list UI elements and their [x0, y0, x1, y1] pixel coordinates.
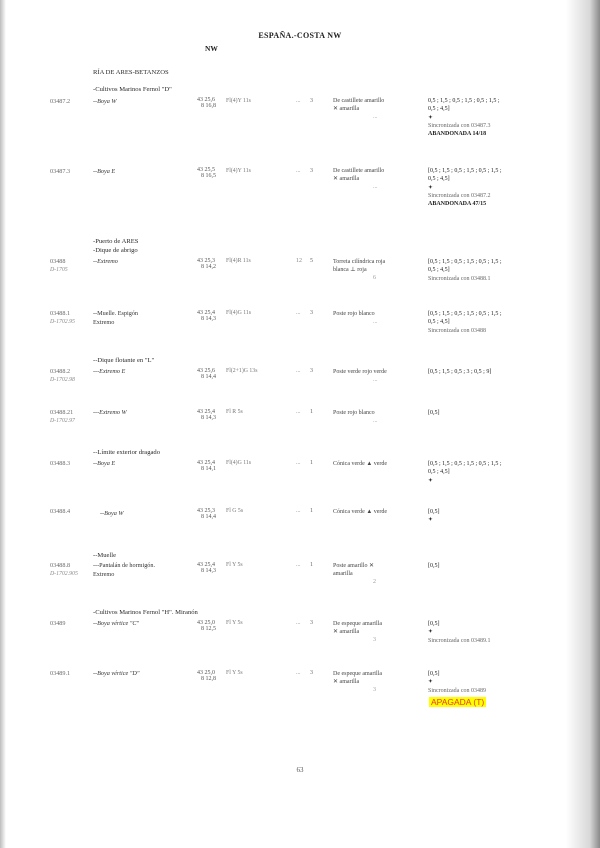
horn-icon: 🟅	[428, 477, 433, 484]
horn-icon: 🟅	[428, 679, 433, 686]
entry-characteristic: Fl G 5s	[226, 508, 244, 514]
entry-name: --Boya W	[93, 98, 117, 105]
entry-intl-number: D-1702.97	[50, 418, 75, 424]
entry-height: ...	[296, 310, 301, 316]
entry-range: 3	[310, 620, 313, 626]
entry-characteristic: Fl Y 5s	[226, 670, 243, 676]
horn-icon: 🟅	[428, 184, 433, 191]
entry-name: --Boya E	[93, 460, 116, 467]
entry-description: Poste rojo blanco ...	[333, 410, 378, 424]
entry-name-line2: Extremo	[93, 571, 115, 578]
entry-characteristic: Fl(4)Y 11s	[226, 168, 251, 174]
entry-name: ---Extremo W	[93, 409, 127, 416]
entry-remarks: [0,5 ; 1,5 ; 0,5 ; 1,5 ; 0,5 ; 1,5 ; 0,5 ; 4,5] Sincronizada con 03488	[428, 311, 502, 334]
entry-name: --Extremo	[93, 258, 118, 265]
entry-name: ---Pantalán de hormigón.	[93, 562, 156, 569]
entry-characteristic: Fl Y 5s	[226, 620, 243, 626]
entry-position: 43 25,4 8 14,3	[197, 562, 216, 574]
entry-remarks: [0,5]	[428, 410, 440, 416]
entry-range: 1	[310, 562, 313, 568]
section-puerto: -Puerto de ARES	[93, 238, 139, 245]
entry-position: 43 25,4 8 14,3	[197, 310, 216, 322]
scan-shadow-left	[0, 0, 6, 848]
entry-name: --Boya vértice "C"	[93, 620, 140, 627]
entry-intl-number: D-1702.905	[50, 571, 78, 577]
entry-height: ...	[296, 168, 301, 174]
entry-remarks: 0,5 ; 1,5 ; 0,5 ; 1,5 ; 0,5 ; 1,5 ; 0,5 ; 4,5] 🟅 Sincronizada con 03487.3 ABANDONADA 14/18	[428, 98, 500, 138]
section-dique-l: --Dique flotante en "L"	[93, 357, 155, 364]
status-badge: APAGADA (T)	[431, 697, 485, 707]
entry-name: --Boya vértice "D"	[93, 670, 140, 677]
entry-number: 03488.8	[50, 562, 71, 569]
entry-characteristic: Fl(2+1)G 13s	[226, 368, 258, 374]
entry-height: ...	[296, 562, 301, 568]
entry-name: --Boya W	[100, 510, 124, 517]
entry-characteristic: Fl(4)R 11s	[226, 258, 251, 264]
entry-number: 03489.1	[50, 670, 71, 677]
entry-position: 43 25,4 8 14,1	[197, 460, 216, 472]
section-dique: -Dique de abrigo	[93, 247, 138, 254]
entry-height: ...	[296, 670, 301, 676]
entry-position: 43 25,3 8 14,2	[197, 258, 216, 270]
entry-position: 43 25,0 8 12,5	[197, 620, 216, 632]
entry-remarks: [0,5 ; 1,5 ; 0,5 ; 1,5 ; 0,5 ; 1,5 ; 0,5 ; 4,5] 🟅	[428, 461, 502, 484]
entry-description: Poste rojo blanco ...	[333, 311, 378, 325]
scan-shadow-right	[566, 0, 600, 848]
entry-position: 43 25,4 8 14,3	[197, 409, 216, 421]
entry-description: De espeque amarilla ✕ amarilla 3	[333, 671, 382, 693]
entry-range: 1	[310, 409, 313, 415]
entry-position: 43 25,0 8 12,8	[197, 670, 216, 682]
entry-position: 43 25,6 8 16,8	[197, 97, 216, 109]
entry-characteristic: Fl(4)G 11s	[226, 460, 252, 466]
entry-number: 03489	[50, 620, 66, 627]
entry-height: ...	[296, 98, 301, 104]
entry-range: 3	[310, 98, 313, 104]
horn-icon: 🟅	[428, 629, 433, 636]
entry-characteristic: Fl(4)G 11s	[226, 310, 252, 316]
entry-position: 43 25,5 8 16,5	[197, 167, 216, 179]
page-number: 63	[296, 766, 304, 774]
entry-remarks: [0,5 ; 1,5 ; 0,5 ; 1,5 ; 0,5 ; 1,5 ; 0,5 ; 4,5] Sincronizada con 03488.1	[428, 259, 502, 282]
section-limite: --Límite exterior dragado	[93, 449, 161, 456]
entry-name: --Muelle. Espigón	[93, 310, 139, 317]
entry-position: 43 25,3 8 14,4	[197, 508, 216, 520]
entry-characteristic: Fl Y 5s	[226, 562, 243, 568]
entry-remarks: [0,5 ; 1,5 ; 0,5 ; 1,5 ; 0,5 ; 1,5 ; 0,5 ; 4,5] 🟅 Sincronizada con 03487.2 ABANDONADA 47/15	[428, 168, 502, 208]
entry-height: 12	[296, 258, 302, 264]
entry-remarks: [0,5] 🟅	[428, 509, 440, 524]
entry-remarks: [0,5] 🟅 Sincronizada con 03489.1	[428, 621, 491, 644]
entry-height: ...	[296, 508, 301, 514]
entry-remarks: [0,5] 🟅 Sincronizada con 03489	[428, 671, 486, 694]
entry-remarks: [0,5 ; 1,5 ; 0,5 ; 3 ; 0,5 ; 9]	[428, 369, 492, 375]
entry-range: 3	[310, 368, 313, 374]
entry-number: 03488.3	[50, 460, 71, 467]
entry-range: 3	[310, 168, 313, 174]
entry-description: Cónica verde ▲ verde	[333, 509, 388, 515]
entry-characteristic: Fl(4)Y 11s	[226, 98, 251, 104]
entry-range: 3	[310, 670, 313, 676]
entry-description: De castillete amarillo ✕ amarilla ...	[333, 168, 385, 190]
entry-name: ---Extremo E	[93, 368, 126, 375]
entry-range: 5	[310, 258, 313, 264]
entry-number: 03487.2	[50, 98, 71, 105]
entry-description: De castillete amarillo ✕ amarilla ...	[333, 98, 385, 120]
entry-position: 43 25,6 8 14,4	[197, 368, 216, 380]
entry-range: 3	[310, 310, 313, 316]
page-title: ESPAÑA.-COSTA NW	[258, 31, 342, 40]
entry-height: ...	[296, 368, 301, 374]
entry-height: ...	[296, 620, 301, 626]
section-muelle: --Muelle	[93, 552, 117, 559]
section-cultivos-d: -Cultivos Marinos Fernol "D"	[93, 86, 172, 93]
entry-number: 03488.1	[50, 310, 71, 317]
horn-icon: 🟅	[428, 517, 433, 524]
entry-intl-number: D-1702.95	[50, 319, 75, 325]
entry-description: Torreta cilíndrica roja blanca ⊥ roja 6	[333, 259, 386, 281]
entry-description: Poste verde rojo verde ...	[333, 369, 387, 383]
entry-height: ...	[296, 409, 301, 415]
entry-number: 03488.4	[50, 508, 71, 515]
entry-description: Poste amarillo ✕ amarilla 2	[333, 563, 376, 585]
entry-range: 1	[310, 508, 313, 514]
horn-icon: 🟅	[428, 114, 433, 121]
entry-height: ...	[296, 460, 301, 466]
entry-name-line2: Extremo	[93, 319, 115, 326]
entry-description: De espeque amarilla ✕ amarilla 3	[333, 621, 382, 643]
entry-number: 03488.2	[50, 368, 71, 375]
entry-number: 03487.3	[50, 168, 71, 175]
entry-intl-number: D-1705	[50, 267, 68, 273]
entry-description: Cónica verde ▲ verde	[333, 461, 388, 467]
entry-number: 03488	[50, 258, 66, 265]
entry-characteristic: Fl R 5s	[226, 409, 243, 415]
section-cultivos-h: -Cultivos Marinos Fernol "H". Miranón	[93, 609, 198, 616]
page-subtitle: NW	[205, 44, 218, 53]
section-ria: RÍA DE ARES-BETANZOS	[93, 69, 169, 76]
entry-remarks: [0,5]	[428, 563, 440, 569]
entry-range: 1	[310, 460, 313, 466]
entry-number: 03488.21	[50, 409, 74, 416]
entry-name: --Boya E	[93, 168, 116, 175]
entry-intl-number: D-1702.98	[50, 377, 75, 383]
